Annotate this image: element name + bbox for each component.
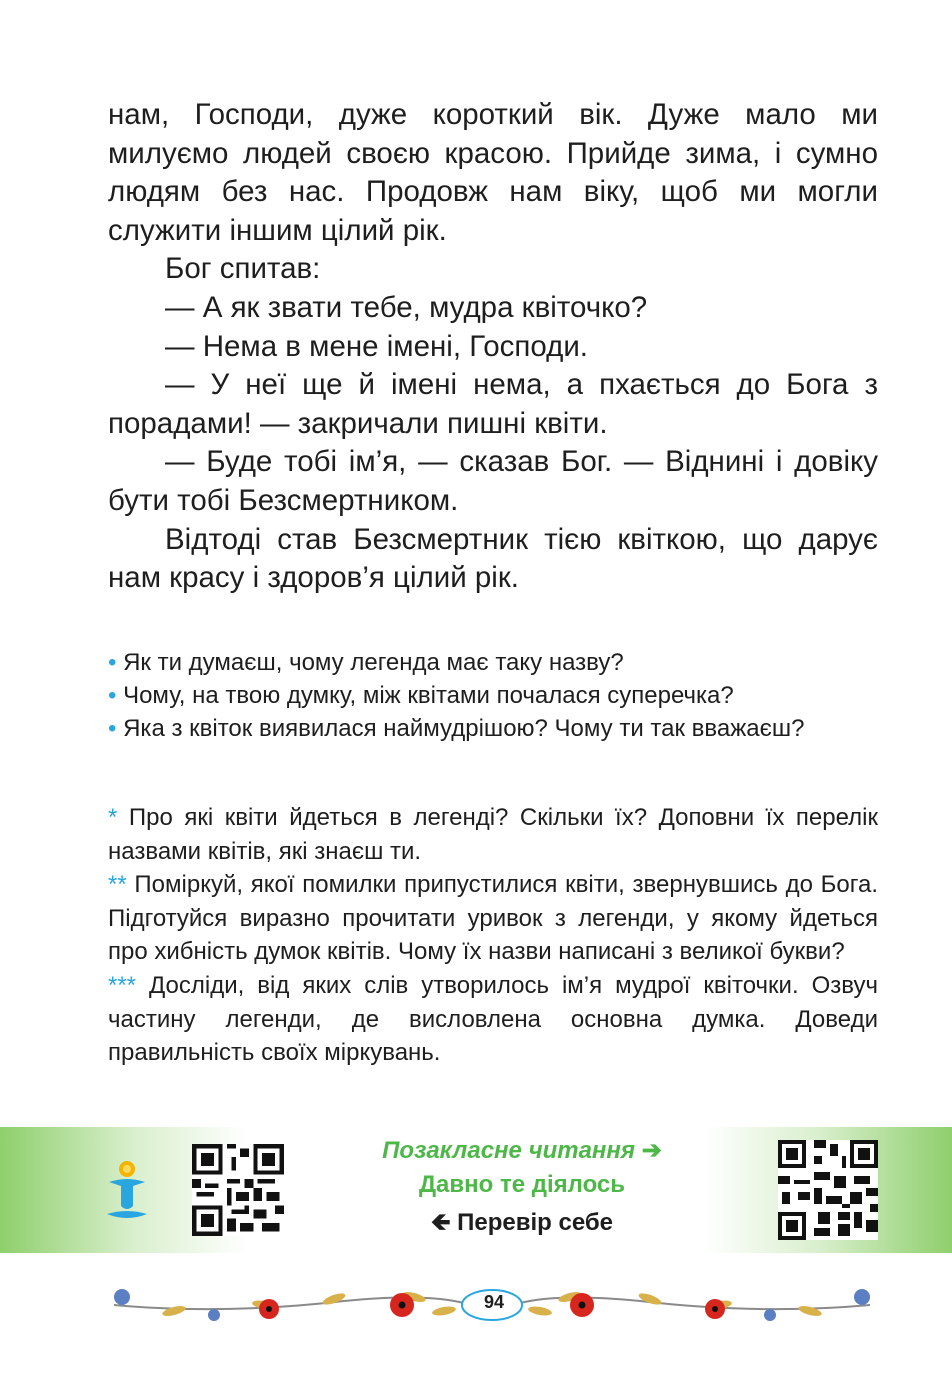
task-item: ** Поміркуй, якої помилки припустилися квіти, звернувшись до Бога. Підготуйся виразно прочитати уривок з легенди, у якому йдеться про хибність думок квітів. Чому їх назви написані з великої букви? [108, 871, 878, 966]
qr-code-right[interactable] [778, 1140, 878, 1240]
arrow-left-icon: 🡸 [430, 1209, 451, 1236]
story-paragraph: — Буде тобі ім’я, — сказав Бог. — Віднині і довіку бути тобі Безсмертником. [108, 445, 878, 517]
banner-link-check-yourself[interactable]: 🡸 Перевір себе [430, 1209, 614, 1236]
page-number: 94 [483, 1292, 505, 1312]
task-item: *** Досліди, від яких слів утворилось ім’я мудрої квіточки. Озвуч частину легенди, де висловлена основна думка. Доведи правильність своїх міркувань. [108, 971, 878, 1067]
story-text [108, 96, 878, 598]
question-item: • Яка з квіток виявилася наймудрішою? Чому ти так вважаєш? [108, 715, 805, 742]
story-paragraph: — Нема в мене імені, Господи. [165, 329, 588, 363]
story-paragraph: Відтоді став Безсмертник тією квіткою, що дарує нам красу і здоров’я цілий рік. [108, 522, 878, 595]
bullet-icon: • [108, 649, 117, 676]
info-icon [103, 1160, 151, 1222]
tasks-list [108, 801, 878, 1070]
difficulty-stars: *** [108, 971, 137, 999]
story-paragraph: — У неї ще й імені нема, а пхається до Бога з порадами! — закричали пишні квіти. [108, 368, 878, 440]
banner-title: Давно те діялось [418, 1171, 626, 1198]
questions-list [108, 646, 878, 745]
difficulty-stars: ** [108, 871, 127, 899]
story-paragraph: нам, Господи, дуже короткий вік. Дуже мало ми милуємо людей своєю красою. Прийде зима, і сумно людям без нас. Продовж нам віку, щоб ми могли служити іншим цілий рік. [108, 98, 878, 247]
difficulty-stars: * [108, 804, 118, 831]
story-paragraph: — А як звати тебе, мудра квіточко? [165, 290, 648, 324]
task-item: * Про які квіти йдеться в легенді? Скільки їх? Доповни їх перелік назвами квітів, які знаєш ти. [108, 804, 879, 865]
bullet-icon: • [108, 715, 117, 742]
arrow-right-icon: ➔ [641, 1137, 662, 1164]
story-paragraph: Бог спитав: [165, 252, 321, 286]
bullet-icon: • [108, 682, 117, 709]
banner-link-extracurricular[interactable]: Позакласне читання ➔ [382, 1137, 662, 1164]
question-item: • Як ти думаєш, чому легенда має таку назву? [108, 649, 624, 676]
question-item: • Чому, на твою думку, між квітами почалася суперечка? [108, 682, 734, 709]
